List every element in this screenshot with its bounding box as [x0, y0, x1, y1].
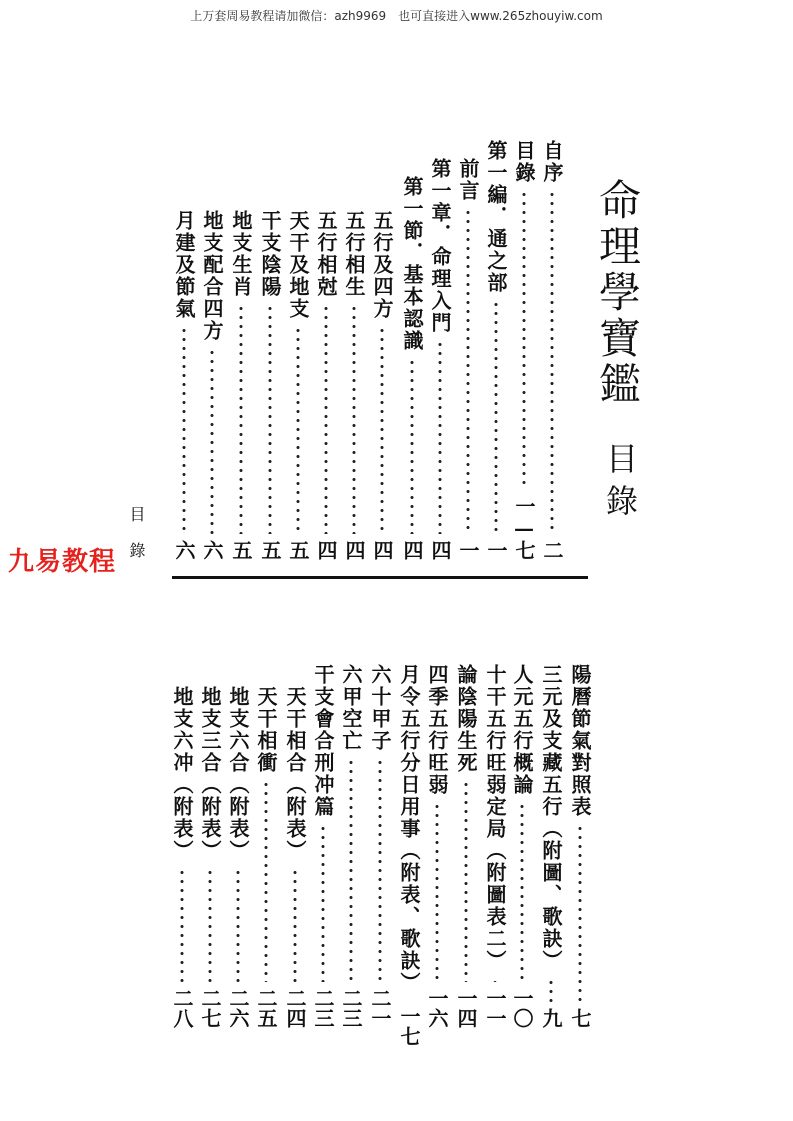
leader-dots: [464, 780, 468, 982]
toc-entry: [568, 664, 592, 1028]
toc-entry-title: 四季五行旺弱: [425, 664, 449, 796]
toc-entry-page: 二五: [254, 988, 278, 1028]
leader-dots: [180, 868, 184, 982]
leader-dots: [182, 326, 186, 534]
leader-dots: [296, 326, 300, 534]
toc-entry-title: 地支六合（附表）: [226, 686, 250, 862]
toc-entry: [370, 210, 394, 560]
toc-entry-title: 六十甲子: [368, 664, 392, 752]
toc-entry-title: 干支陰陽: [258, 210, 282, 298]
leader-dots: [324, 304, 328, 534]
leader-dots: [378, 758, 382, 982]
toc-entry-title: 第一章．命理入門: [428, 158, 452, 334]
toc-entry-title: 前言: [456, 158, 480, 202]
leader-dots: [236, 868, 240, 982]
leader-dots: [493, 978, 497, 982]
leader-dots: [293, 868, 297, 982]
leader-dots: [522, 190, 526, 490]
toc-entry-title: 目錄: [512, 140, 536, 184]
toc-entry: [510, 664, 534, 1028]
toc-entry: [428, 158, 452, 560]
section-title: 目錄: [601, 442, 639, 526]
toc-entry-title: 天干相衝: [254, 686, 278, 774]
leader-dots: [438, 340, 442, 534]
leader-dots: [264, 780, 268, 982]
toc-entry: [540, 140, 564, 560]
toc-entry-title: 六甲空亡: [339, 664, 363, 752]
leader-dots: [352, 304, 356, 534]
toc-entry-title: 第一編．通之部: [484, 140, 508, 294]
toc-entry-page: 四: [342, 540, 366, 560]
leader-dots: [349, 758, 353, 982]
toc-entry-page: 一: [456, 540, 480, 560]
leader-dots: [410, 358, 414, 534]
toc-entry-page: 二一: [368, 988, 392, 1028]
book-title: 命理學寶鑑: [593, 178, 642, 408]
toc-entry: [539, 664, 563, 1028]
toc-entry-page: 二八: [170, 988, 194, 1028]
leader-dots: [435, 802, 439, 982]
leader-dots: [239, 304, 243, 534]
running-head-label: 目 錄: [127, 506, 146, 560]
toc-entry-title: 論陰陽生死: [454, 664, 478, 774]
toc-entry: [368, 664, 392, 1028]
toc-entry-title: 干支會合刑冲篇: [311, 664, 335, 818]
toc-entry: [283, 686, 307, 1028]
toc-entry-page: 四: [400, 540, 424, 560]
toc-entry: [229, 210, 253, 560]
toc-entry-page: 二三: [339, 988, 363, 1028]
toc-entry: [198, 686, 222, 1028]
toc-entry: [342, 210, 366, 560]
toc-entry: [483, 664, 507, 1028]
toc-entry-title: 十干五行旺弱定局（附圖表二）: [483, 664, 507, 972]
toc-entry-page: 一: [484, 540, 508, 560]
toc-entry: [311, 664, 335, 1028]
toc-entry: [200, 210, 224, 560]
toc-entry-title: 第一節．基本認識: [400, 176, 424, 352]
page-divider: [172, 576, 588, 579]
toc-entry-page: 四: [370, 540, 394, 560]
toc-entry-title: 五行相尅: [314, 210, 338, 298]
toc-entry-page: 一四: [454, 988, 478, 1028]
toc-entry-title: 地支配合四方: [200, 210, 224, 342]
toc-entry: [425, 664, 449, 1028]
leader-dots: [268, 304, 272, 534]
leader-dots: [549, 978, 553, 1002]
leader-dots: [210, 348, 214, 534]
toc-entry-page: 一〇: [510, 988, 534, 1028]
leader-dots: [550, 190, 554, 534]
toc-entry: [512, 140, 536, 560]
page-header-banner: 上万套周易教程请加微信：azh9969 也可直接进入www.265zhouyiw.com: [190, 9, 603, 23]
toc-entry-page: 二: [540, 540, 564, 560]
toc-entry-page: 一一: [483, 988, 507, 1028]
toc-entry-title: 月建及節氣: [172, 210, 196, 320]
toc-entry: [400, 176, 424, 560]
toc-entry: [456, 158, 480, 560]
toc-entry-page: 六: [200, 540, 224, 560]
toc-entry: [258, 210, 282, 560]
toc-entry-page: 一—七: [512, 496, 536, 560]
toc-entry-page: 六: [172, 540, 196, 560]
toc-entry-page: 一六: [425, 988, 449, 1028]
toc-entry: [286, 210, 310, 560]
toc-entry-page: 一七: [397, 1006, 421, 1046]
toc-entry-page: 二三: [311, 988, 335, 1028]
leader-dots: [208, 868, 212, 982]
leader-dots: [321, 824, 325, 982]
toc-entry: [172, 210, 196, 560]
toc-entry-title: 天干相合（附表）: [283, 686, 307, 862]
toc-entry: [484, 140, 508, 560]
toc-entry-title: 地支三合（附表）: [198, 686, 222, 862]
toc-entry: [339, 664, 363, 1028]
toc-entry-title: 地支六冲（附表）: [170, 686, 194, 862]
toc-entry: [170, 686, 194, 1028]
toc-entry-title: 五行及四方: [370, 210, 394, 320]
toc-entry-page: 九: [539, 1008, 563, 1028]
toc-entry: [314, 210, 338, 560]
toc-entry-title: 地支生肖: [229, 210, 253, 298]
toc-entry-page: 五: [229, 540, 253, 560]
toc-entry-page: 五: [258, 540, 282, 560]
toc-entry-title: 自序: [540, 140, 564, 184]
toc-entry-page: 四: [428, 540, 452, 560]
toc-entry-page: 二四: [283, 988, 307, 1028]
toc-entry-title: 人元五行概論: [510, 664, 534, 796]
watermark-logo: 九易教程: [8, 547, 117, 577]
toc-entry-page: 二六: [226, 988, 250, 1028]
toc-entry: [254, 686, 278, 1028]
leader-dots: [466, 208, 470, 534]
toc-entry-page: 五: [286, 540, 310, 560]
toc-entry: [397, 664, 421, 1046]
leader-dots: [494, 300, 498, 534]
toc-entry: [454, 664, 478, 1028]
toc-entry-page: 二七: [198, 988, 222, 1028]
leader-dots: [520, 802, 524, 982]
toc-entry-title: 月令五行分日用事（附表、歌訣）: [397, 664, 421, 994]
toc-entry-page: 七: [568, 1008, 592, 1028]
toc-entry: [226, 686, 250, 1028]
toc-entry-title: 三元及支藏五行（附圖、歌訣）: [539, 664, 563, 972]
leader-dots: [578, 824, 582, 1002]
toc-entry-title: 陽曆節氣對照表: [568, 664, 592, 818]
toc-entry-title: 天干及地支: [286, 210, 310, 320]
toc-entry-page: 四: [314, 540, 338, 560]
toc-entry-title: 五行相生: [342, 210, 366, 298]
leader-dots: [380, 326, 384, 534]
